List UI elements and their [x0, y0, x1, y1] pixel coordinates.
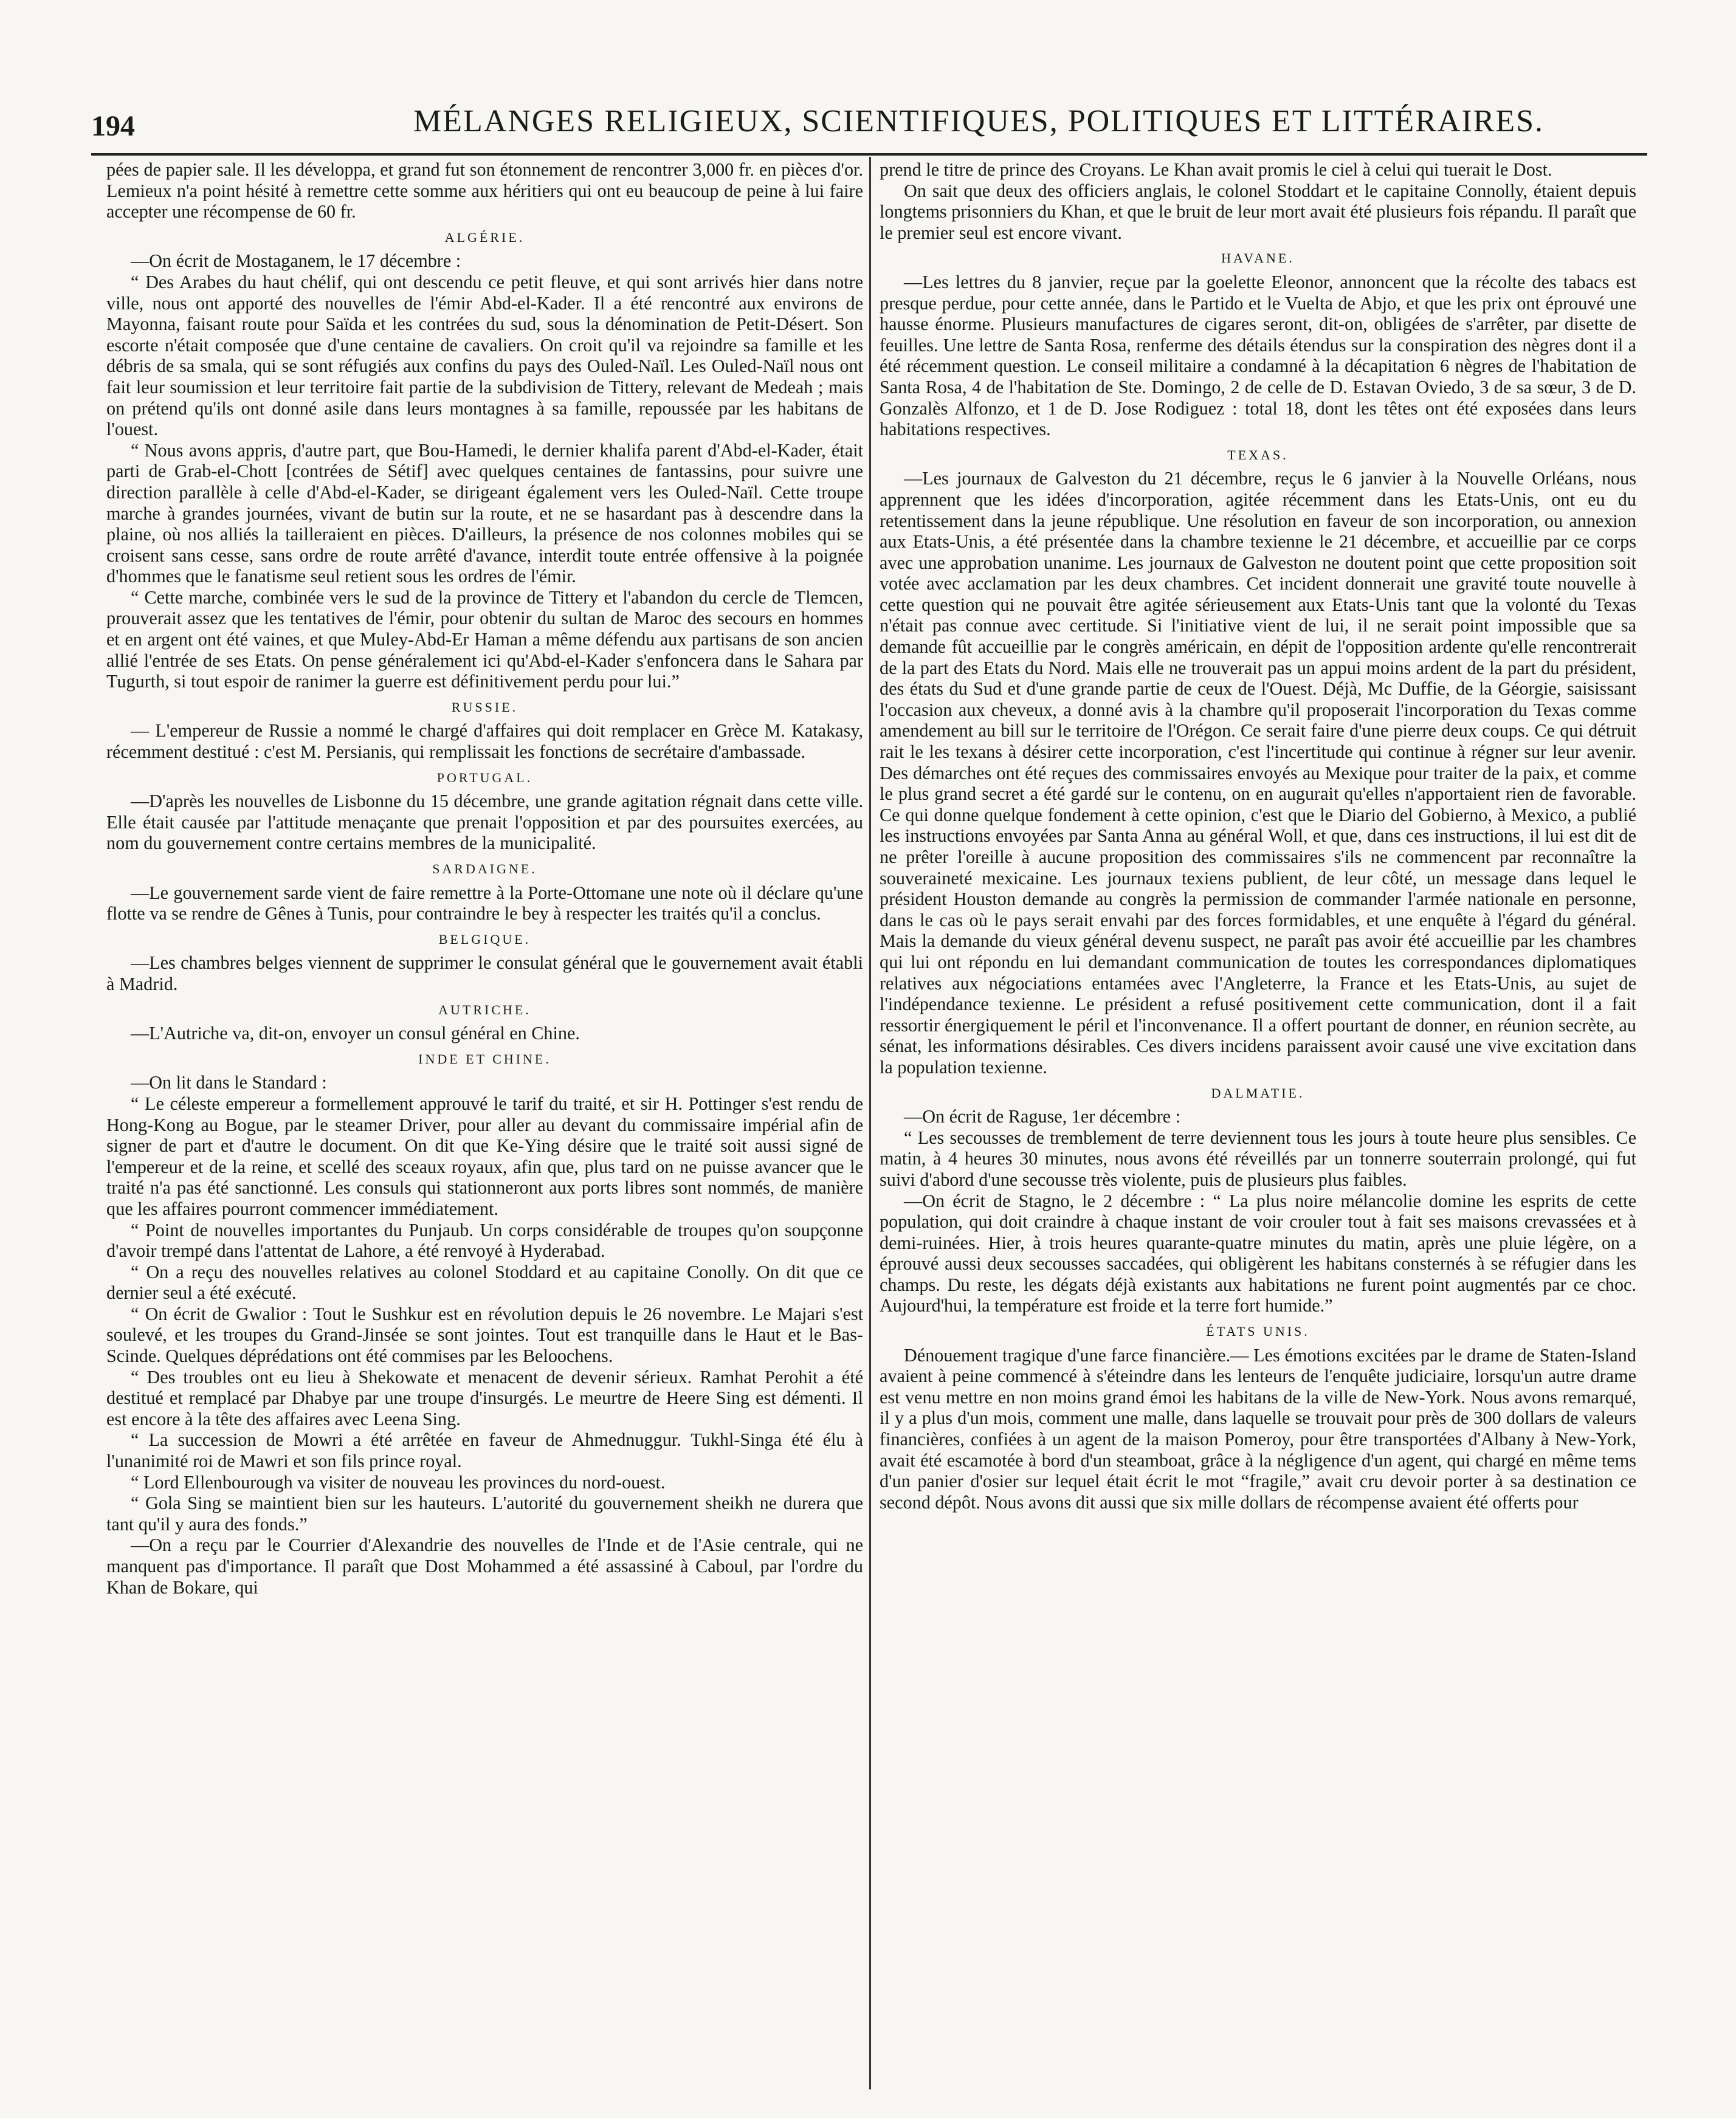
article-paragraph: prend le titre de prince des Croyans. Le Khan avait promis le ciel à celui qui tuerait le Dost. — [880, 159, 1552, 180]
section-heading: HAVANE. — [1221, 250, 1295, 266]
page-number: 194 — [91, 110, 135, 142]
article-paragraph: —Les journaux de Galveston du 21 décembre, reçus le 6 janvier à la Nouvelle Orléans, nous apprennent que les idées d'incorporation, agitée récemment dans les Etats-Unis, ont eu du retentissement dans la jeune république. Une résolution en faveur de son incorporation, ou annexion aux Etats-Unis, a été présentée dans la chambre texienne le 21 décembre, et accueillie par ce corps avec une approbation unanime. Les journaux de Galveston ne doutent point que cette proposition soit votée avec acclamation par les deux chambres. Cet incident donnerait une gravité toute nouvelle à cette question qui ne pouvait être agitée sérieusement aux Etats-Unis tant que la volonté du Texas n'était pas connue avec certitude. Si l'initiative vient de lui, il ne serait point impossible que sa demande fût accueillie par le congrès américain, en dépit de l'opposition ardente qu'elle rencontrerait de la part des Etats du Nord. Mais elle ne trouverait pas un appui moins ardent de la part du président, des états du Sud et d'une grande partie de ceux de l'Ouest. Déjà, Mc Duffie, de la Géorgie, saisissant l'occasion aux cheveux, a donné avis à la chambre qu'il proposerait l'incorporation du Texas comme amendement au bill sur le territoire de l'Orégon. Ce serait faire d'une pierre deux coups. Ce qui détruit rait le les texans à désirer cette incorporation, c'est l'incertitude qui continue à régner sur leur avenir. Des démarches ont été reçues des commissaires envoyés au Mexique pour traiter de la paix, et comme le plus grand secret a été gardé sur le contenu, on en augurait qu'elles n'apportaient rien de favorable. Ce qui donne quelque fondement à cette opinion, c'est que le Diario del Gobierno, à Mexico, a publié les instructions envoyées par Santa Anna au général Woll, et que, dans ces instructions, il lui est dit de ne prêter l'oreille à aucune proposition des commissaires s'ils ne commencent par reconnaître la souveraineté mexicaine. Les journaux texiens publient, de leur côté, un message dans lequel le président Houston demande au congrès la permission de commander l'armée nationale en personne, dans le cas où le pays serait envahi par des forces formidables, et une enquête à l'égard du général. Mais la demande du vieux général devenu suspect, ne paraît pas avoir été accueillie par les chambres qui lui ont répondu en lui demandant communication de toutes les correspondances diplomatiques relatives aux négociations entamées avec l'Angleterre, la France et les Etats-Unis, au sujet de l'indépendance texienne. Le président a refusé positivement cette communication, dont il a fait ressortir énergiquement le péril et l'inconvenance. Il a offert pourtant de donner, en réunion secrète, au sénat, les informations désirables. Ces divers incidens paraissent avoir causé une vive excitation dans la population texienne. — [880, 468, 1636, 1078]
article-paragraph: “ Point de nouvelles importantes du Punjaub. Un corps considérable de troupes qu'on soupçonne d'avoir trempé dans l'attentat de Lahore, a été renvoyé à Hyderabad. — [106, 1219, 863, 1262]
article-paragraph: “ Gola Sing se maintient bien sur les hauteurs. L'autorité du gouvernement sheikh ne durera que tant qu'il y aura des fonds.” — [106, 1493, 863, 1535]
article-paragraph: “ La succession de Mowri a été arrêtée en faveur de Ahmednuggur. Tukhl-Singa été élu à l'unanimité roi de Mawri et son fils prince royal. — [106, 1429, 863, 1472]
section-heading: SARDAIGNE. — [432, 861, 537, 876]
article-paragraph: —On écrit de Mostaganem, le 17 décembre : — [131, 250, 461, 272]
article-paragraph: —On écrit de Raguse, 1er décembre : — [904, 1106, 1181, 1127]
article-paragraph: Dénouement tragique d'une farce financière.— Les émotions excitées par le drame de Staten-Island avaient à peine commencé à s'éteindre dans les lenteurs de l'enquête judiciaire, lorsqu'un autre drame est venu mettre en non moins grand émoi les habitans de la ville de New-York. Nous avons remarqué, il y a plus d'un mois, comment une malle, dans laquelle se trouvait pour près de 300 dollars de valeurs financières, confiées à un agent de la maison Pomeroy, pour être transportées d'Albany à New-York, avait été escamotée à bord d'un steamboat, grâce à la négligence d'un agent, qui chargé en même tems d'un panier d'osier sur lequel était écrit le mot “fragile,” avait cru devoir porter à sa destination ce second dépôt. Nous avons dit aussi que six mille dollars de récompense avaient été offerts pour — [880, 1344, 1636, 1513]
article-paragraph: “ Les secousses de tremblement de terre deviennent tous les jours à toute heure plus sensibles. Ce matin, à 4 heures 30 minutes, nous avons été réveillés par un tonnerre souterrain prolongé, qui fut suivi d'abord d'une secousse très violente, puis de plusieurs plus faibles. — [880, 1127, 1636, 1190]
article-paragraph: —Les lettres du 8 janvier, reçue par la goelette Eleonor, annoncent que la récolte des tabacs est presque perdue, pour cette année, dans le Partido et le Vuelta de Abjo, et que les prix ont éprouvé une hausse énorme. Plusieurs manufactures de cigares seront, dit-on, obligées de s'arrêter, par disette de feuilles. Une lettre de Santa Rosa, renferme des détails étendus sur la conspiration des nègres dont il a été récemment question. Le conseil militaire a condamné à la décapitation 6 nègres de l'habitation de Santa Rosa, 4 de l'habitation de Ste. Domingo, 2 de celle de D. Estavan Oviedo, 3 de sa sœur, 3 de D. Gonzalès Alfonzo, et 1 de D. Jose Rodiguez : total 18, dont les têtes ont été exposées dans leurs habitations respectives. — [880, 271, 1636, 440]
section-heading: PORTUGAL. — [436, 769, 533, 785]
article-paragraph: — L'empereur de Russie a nommé le chargé d'affaires qui doit remplacer en Grèce M. Katakasy, récemment destitué : c'est M. Persianis, qui remplissait les fonctions de secrétaire d'ambassade. — [106, 720, 863, 763]
header-rule — [91, 153, 1647, 156]
section-heading: TEXAS. — [1227, 447, 1289, 462]
page-header — [91, 103, 1647, 152]
article-paragraph: —On lit dans le Standard : — [131, 1072, 327, 1093]
section-heading: BELGIQUE. — [438, 931, 531, 947]
article-paragraph: “ Des troubles ont eu lieu à Shekowate et menacent de devenir sérieux. Ramhat Perohit a été destitué et remplacé par Dhabye par une troupe d'insurgés. Le meurtre de Heere Sing est démenti. Il est encore à la tête des affaires avec Leena Sing. — [106, 1366, 863, 1429]
article-paragraph: —On a reçu par le Courrier d'Alexandrie des nouvelles de l'Inde et de l'Asie centrale, qui ne manquent pas d'importance. Il paraît que Dost Mohammed a été assassiné à Caboul, par l'ordre du Khan de Bokare, qui — [106, 1535, 863, 1598]
section-heading: AUTRICHE. — [438, 1002, 531, 1017]
article-paragraph: On sait que deux des officiers anglais, le colonel Stoddart et le capitaine Connolly, étaient depuis longtems prisonniers du Khan, et que le bruit de leur mort avait été plusieurs fois répandu. Il paraît que le premier seul est encore vivant. — [880, 180, 1636, 243]
article-paragraph: “ Cette marche, combinée vers le sud de la province de Tittery et l'abandon du cercle de Tlemcen, prouverait assez que les tentatives de l'émir, pour obtenir du sultan de Maroc des secours en hommes et en argent ont été vaines, et que Muley-Abd-Er Haman a même défendu aux partisans de son ancien allié l'entrée de ses Etats. On pense généralement ici qu'Abd-el-Kader s'enfoncera dans le Sahara par Tugurth, si tout espoir de ranimer la guerre est définitivement perdu pour lui.” — [106, 586, 863, 692]
article-paragraph: “ On écrit de Gwalior : Tout le Sushkur est en révolution depuis le 26 novembre. Le Majari s'est soulevé, et les troupes du Grand-Jinsée se sont jointes. Tout est tranquille dans le Haut et le Bas-Scinde. Quelques déprédations ont été commises par les Beloochens. — [106, 1303, 863, 1367]
running-title: MÉLANGES RELIGIEUX, SCIENTIFIQUES, POLITIQUES ET LITTÉRAIRES. — [413, 104, 1545, 139]
article-paragraph: “ On a reçu des nouvelles relatives au colonel Stoddard et au capitaine Conolly. On dit que ce dernier seul a été exécuté. — [106, 1261, 863, 1304]
section-heading: ÉTATS UNIS. — [1206, 1324, 1310, 1339]
article-paragraph: “ Le céleste empereur a formellement approuvé le tarif du traité, et sir H. Pottinger s'est rendu de Hong-Kong au Bogue, par le steamer Driver, pour aller au devant du commissaire impérial afin de signer de part et d'autre le document. On dit que Ke-Ying désire que le traité soit aussi signé de l'empereur et de la reine, et scellé des sceaux royaux, afin que, plus tard on ne puisse avancer que le traité n'a pas été sanctionné. Les consuls qui stationneront aux ports libres sont nommés, de manière que les affaires pourront commencer immédiatement. — [106, 1093, 863, 1219]
article-paragraph: “ Lord Ellenbourough va visiter de nouveau les provinces du nord-ouest. — [131, 1471, 666, 1493]
article-paragraph: —Les chambres belges viennent de supprimer le consulat général que le gouvernement avait établi à Madrid. — [106, 952, 863, 994]
right-column — [880, 159, 1636, 2092]
section-heading: ALGÉRIE. — [444, 229, 525, 245]
article-paragraph: —On écrit de Stagno, le 2 décembre : “ La plus noire mélancolie domine les esprits de cette population, qui doit craindre à chaque instant de voir crouler tout à fait ses maisons crevassées et à demi-ruinées. Hier, à trois heures quarante-quatre minutes du matin, après une pluie légère, on a éprouvé aussi deux secousses saccadées, qui obligèrent les habitans consternés à se réfugier dans les champs. Du reste, les dégats déjà existants aux habitations ne furent point augmentés par ce choc. Aujourd'hui, la température est froide et la terre fort humide.” — [880, 1190, 1636, 1316]
article-paragraph: —L'Autriche va, dit-on, envoyer un consul général en Chine. — [131, 1023, 580, 1044]
section-heading: INDE ET CHINE. — [418, 1051, 551, 1067]
article-paragraph: —D'après les nouvelles de Lisbonne du 15 décembre, une grande agitation régnait dans cette ville. Elle était causée par l'attitude menaçante que prenait l'opposition et par des poursuites exercées, au nom du gouvernement contre certains membres de la municipalité. — [106, 791, 863, 854]
article-paragraph: “ Nous avons appris, d'autre part, que Bou-Hamedi, le dernier khalifa parent d'Abd-el-Kader, était parti de Grab-el-Chott [contrées de Sétif] avec quelques centaines de fantassins, pour suivre une direction parallèle à celle d'Abd-el-Kader, se dirigeant également vers les Ouled-Naïl. Cette troupe marche à grandes journées, vivant de butin sur la route, et ne se hasardant pas à descendre dans la plaine, où nos alliés la tailleraient en pièces. D'ailleurs, la présence de nos colonnes mobiles qui se croisent sans cesse, sans ordre de route arrêté d'avance, interdit toute entrée offensive à la poignée d'hommes que le fanatisme seul retient sous les ordres de l'émir. — [106, 439, 863, 587]
left-column — [106, 159, 863, 2092]
article-paragraph: pées de papier sale. Il les développa, et grand fut son étonnement de rencontrer 3,000 fr. en pièces d'or. Lemieux n'a point hésité à remettre cette somme aux héritiers qui ont eu beaucoup de peine à lui faire accepter une récompense de 60 fr. — [106, 159, 863, 222]
section-heading: DALMATIE. — [1211, 1085, 1305, 1101]
article-paragraph: “ Des Arabes du haut chélif, qui ont descendu ce petit fleuve, et qui sont arrivés hier dans notre ville, nous ont apporté des nouvelles de l'émir Abd-el-Kader. Il a été rencontré aux environs de Mayonna, faisant route pour Saïda et les contrées du sud, sous la dénomination de Petit-Désert. Son escorte n'était composée que d'une centaine de cavaliers. On croit qu'il va rejoindre sa famille et les débris de sa smala, qui se sont réfugiés aux confins du pays des Ouled-Naïl. Les Ouled-Naïl nous ont fait leur soumission et leur territoire fait partie de la subdivision de Tittery, relevant de Medeah ; mais on prétend qu'ils ont donné asile dans leurs montagnes à sa famille, repoussée par les habitans de l'ouest. — [106, 271, 863, 440]
column-divider — [869, 157, 871, 2089]
section-heading: RUSSIE. — [451, 699, 518, 715]
article-paragraph: —Le gouvernement sarde vient de faire remettre à la Porte-Ottomane une note où il déclare qu'une flotte va se rendre de Gênes à Tunis, pour contraindre le bey à respecter les traités qu'il a conclus. — [106, 882, 863, 924]
